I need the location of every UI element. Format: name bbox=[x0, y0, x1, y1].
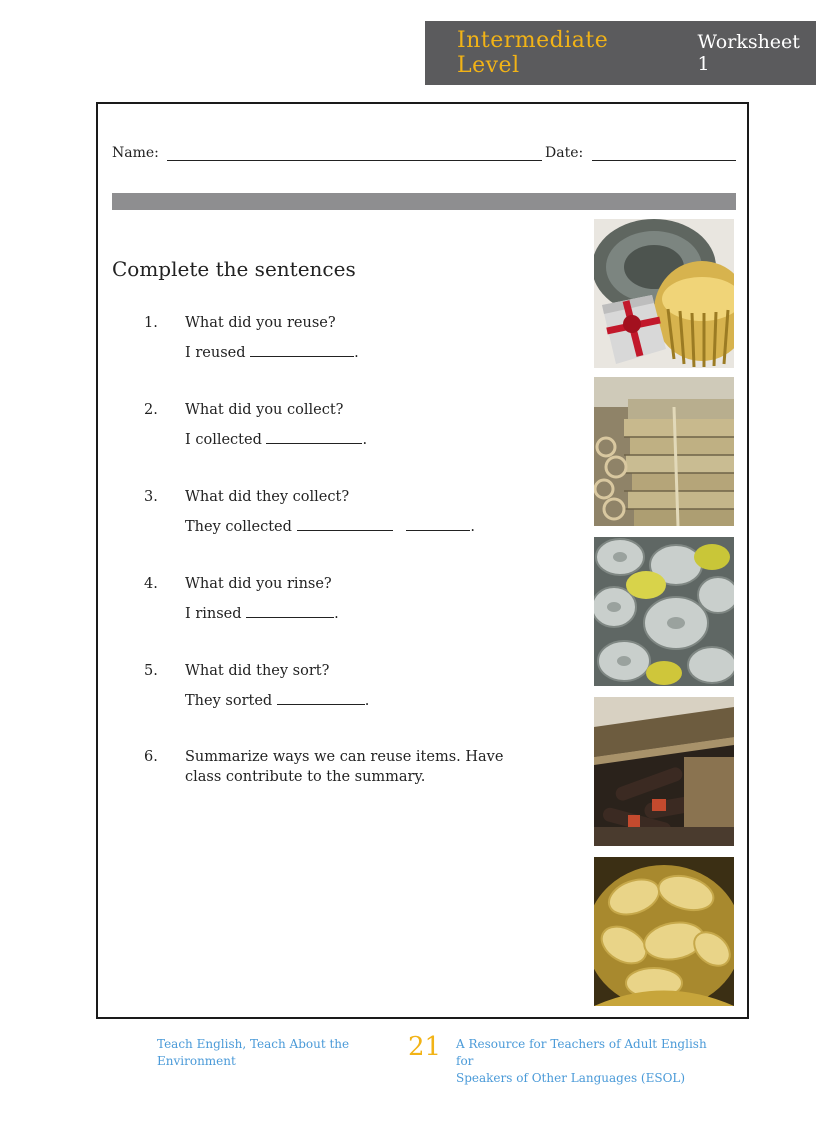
date-label: Date: bbox=[545, 145, 584, 161]
question-text: What did you rinse? bbox=[185, 576, 332, 592]
answer-blank[interactable] bbox=[266, 429, 362, 444]
question-number: 5. bbox=[144, 663, 158, 679]
question-number: 4. bbox=[144, 576, 158, 592]
question-6 bbox=[144, 747, 504, 787]
question-4 bbox=[144, 574, 524, 624]
question-text: What did they collect? bbox=[185, 489, 350, 505]
name-field[interactable] bbox=[112, 145, 542, 161]
section-title: Complete the sentences bbox=[112, 257, 356, 281]
name-label: Name: bbox=[112, 145, 159, 161]
level-label: Intermediate Level bbox=[457, 28, 609, 78]
name-line[interactable] bbox=[167, 146, 542, 161]
question-text: What did you collect? bbox=[185, 402, 344, 418]
answer-prefix: They collected bbox=[185, 519, 292, 535]
photo-bottles bbox=[594, 697, 734, 846]
answer-line[interactable] bbox=[185, 516, 524, 537]
photo-cans bbox=[594, 537, 734, 686]
photo-plastic-bottles bbox=[594, 857, 734, 1006]
page-number: 21 bbox=[408, 1032, 442, 1062]
answer-line[interactable] bbox=[185, 603, 524, 624]
question-2 bbox=[144, 400, 524, 450]
footer-left: Teach English, Teach About the Environment bbox=[157, 1037, 350, 1068]
footer-right-line1: A Resource for Teachers of Adult English for bbox=[456, 1037, 707, 1068]
answer-prefix: I rinsed bbox=[185, 606, 242, 622]
answer-prefix: They sorted bbox=[185, 693, 273, 709]
question-3 bbox=[144, 487, 524, 537]
answer-line[interactable] bbox=[185, 429, 524, 450]
answer-blank[interactable] bbox=[297, 516, 393, 531]
question-text: What did you reuse? bbox=[185, 315, 336, 331]
photo-reused-items bbox=[594, 219, 734, 368]
question-5 bbox=[144, 661, 524, 711]
answer-suffix: . bbox=[470, 519, 475, 535]
footer-right bbox=[456, 1036, 716, 1087]
worksheet-label: Worksheet 1 bbox=[697, 31, 800, 75]
footer-right-line2: Speakers of Other Languages (ESOL) bbox=[456, 1071, 686, 1085]
divider-bar bbox=[112, 193, 736, 210]
question-text: Summarize ways we can reuse items. Have class contribute to the summary. bbox=[185, 749, 504, 785]
answer-blank[interactable] bbox=[246, 603, 334, 618]
question-text: What did they sort? bbox=[185, 663, 330, 679]
date-line[interactable] bbox=[592, 146, 736, 161]
answer-prefix: I reused bbox=[185, 345, 246, 361]
answer-suffix: . bbox=[354, 345, 359, 361]
answer-prefix: I collected bbox=[185, 432, 262, 448]
question-number: 2. bbox=[144, 402, 158, 418]
question-1 bbox=[144, 313, 524, 363]
question-number: 1. bbox=[144, 315, 158, 331]
answer-suffix: . bbox=[364, 693, 370, 709]
question-number: 3. bbox=[144, 489, 158, 505]
answer-suffix: . bbox=[362, 432, 368, 448]
worksheet-header bbox=[425, 21, 816, 85]
photo-collected-papers bbox=[594, 377, 734, 526]
answer-line[interactable] bbox=[185, 342, 524, 363]
question-number: 6. bbox=[144, 749, 158, 765]
date-field[interactable] bbox=[545, 145, 736, 161]
answer-blank-2[interactable] bbox=[406, 516, 470, 531]
answer-blank[interactable] bbox=[277, 690, 365, 705]
answer-line[interactable] bbox=[185, 690, 524, 711]
answer-blank[interactable] bbox=[250, 342, 354, 357]
answer-suffix: . bbox=[334, 606, 339, 622]
